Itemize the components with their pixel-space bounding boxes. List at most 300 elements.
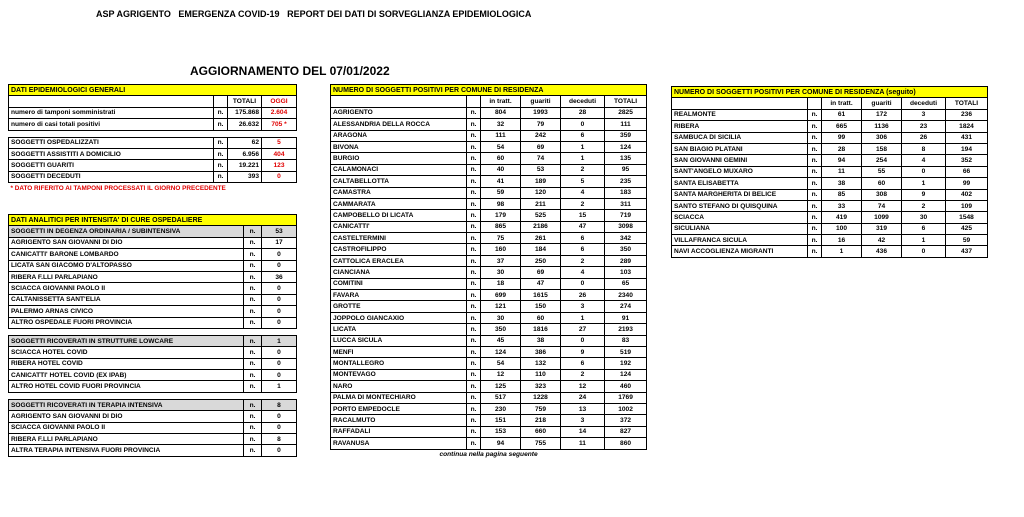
- unit-cell: n.: [467, 358, 481, 369]
- recovered-value: 60: [862, 178, 902, 189]
- recovered-value: 211: [521, 198, 561, 209]
- table-row: [331, 119, 647, 130]
- municipality-name: ARAGONA: [331, 130, 467, 141]
- total-value: 402: [946, 189, 988, 200]
- municipality-name: CASTROFILIPPO: [331, 244, 467, 255]
- total-value: 1824: [946, 121, 988, 132]
- municipality-name: RACALMUTO: [331, 415, 467, 426]
- deceased-value: 15: [561, 210, 605, 221]
- in-treatment-value: 12: [481, 369, 521, 380]
- total-value: 65: [605, 278, 647, 289]
- row-label: RIBERA HOTEL COVID: [9, 358, 244, 369]
- row-value: 0: [262, 411, 297, 422]
- unit-cell: n.: [244, 399, 262, 410]
- table-row: [672, 121, 988, 132]
- row-value: 0: [262, 249, 297, 260]
- unit-cell: n.: [467, 176, 481, 187]
- table-row: [9, 306, 297, 317]
- table-row: [331, 176, 647, 187]
- deceased-value: 6: [902, 223, 946, 234]
- in-treatment-value: 804: [481, 107, 521, 118]
- recovered-value: 184: [521, 244, 561, 255]
- total-value: 393: [228, 171, 262, 182]
- municipality-name: REALMONTE: [672, 109, 808, 120]
- total-value: 359: [605, 130, 647, 141]
- deceased-value: 0: [902, 246, 946, 257]
- deceased-value: 30: [902, 212, 946, 223]
- municipality-name: NAVI ACCOGLIENZA MIGRANTI: [672, 246, 808, 257]
- in-treatment-value: 94: [481, 438, 521, 449]
- column-header: guariti: [521, 96, 561, 107]
- table-row: [9, 347, 297, 358]
- municipality-name: SANT'ANGELO MUXARO: [672, 166, 808, 177]
- recovered-value: 69: [521, 141, 561, 152]
- total-value: 431: [946, 132, 988, 143]
- total-value: 26.632: [228, 119, 262, 130]
- unit-cell: n.: [467, 346, 481, 357]
- unit-cell: n.: [244, 422, 262, 433]
- table-row: [9, 171, 297, 182]
- table-title: DATI EPIDEMIOLOGICI GENERALI: [9, 85, 297, 96]
- table-row: [9, 411, 297, 422]
- unit-cell: n.: [244, 411, 262, 422]
- footnote: * DATO RIFERITO AI TAMPONI PROCESSATI IL GIORNO PRECEDENTE: [10, 184, 226, 192]
- recovered-value: 323: [521, 381, 561, 392]
- row-label: numero di casi totali positivi: [9, 119, 214, 130]
- in-treatment-value: 699: [481, 290, 521, 301]
- header-cell: [808, 98, 822, 109]
- unit-cell: n.: [467, 278, 481, 289]
- total-value: 350: [605, 244, 647, 255]
- unit-cell: n.: [244, 347, 262, 358]
- municipality-name: SAN BIAGIO PLATANI: [672, 143, 808, 154]
- recovered-value: 759: [521, 403, 561, 414]
- in-treatment-value: 60: [481, 153, 521, 164]
- recovered-value: 47: [521, 278, 561, 289]
- deceased-value: 0: [561, 335, 605, 346]
- header-oggi: OGGI: [262, 96, 297, 107]
- table-row: [331, 198, 647, 209]
- municipality-name: COMITINI: [331, 278, 467, 289]
- row-label: AGRIGENTO SAN GIOVANNI DI DIO: [9, 411, 244, 422]
- in-treatment-value: 54: [481, 358, 521, 369]
- in-treatment-value: 865: [481, 221, 521, 232]
- total-value: 135: [605, 153, 647, 164]
- total-value: 19.221: [228, 160, 262, 171]
- recovered-value: 660: [521, 426, 561, 437]
- total-value: 62: [228, 137, 262, 148]
- recovered-value: 218: [521, 415, 561, 426]
- unit-cell: n.: [467, 301, 481, 312]
- in-treatment-value: 30: [481, 312, 521, 323]
- table-row: [331, 403, 647, 414]
- table-header-row: [331, 96, 647, 107]
- unit-cell: n.: [244, 317, 262, 328]
- unit-cell: n.: [467, 403, 481, 414]
- header-cell: [331, 96, 467, 107]
- municipality-name: JOPPOLO GIANCAXIO: [331, 312, 467, 323]
- recovered-value: 306: [862, 132, 902, 143]
- deceased-value: 3: [561, 301, 605, 312]
- table-row: [9, 283, 297, 294]
- unit-cell: n.: [467, 153, 481, 164]
- deceased-value: 2: [561, 198, 605, 209]
- deceased-value: 14: [561, 426, 605, 437]
- unit-cell: n.: [467, 392, 481, 403]
- row-label: ALTRO HOTEL COVID FUORI PROVINCIA: [9, 381, 244, 392]
- section-row: [9, 399, 297, 410]
- in-treatment-value: 18: [481, 278, 521, 289]
- section-row: [9, 335, 297, 346]
- deceased-value: 6: [561, 244, 605, 255]
- deceased-value: 0: [902, 166, 946, 177]
- row-value: 0: [262, 260, 297, 271]
- deceased-value: 24: [561, 392, 605, 403]
- table-row: [331, 107, 647, 118]
- table-row: [9, 358, 297, 369]
- recovered-value: 38: [521, 335, 561, 346]
- table-row: [9, 160, 297, 171]
- total-value: 124: [605, 369, 647, 380]
- recovered-value: 386: [521, 346, 561, 357]
- row-value: 0: [262, 347, 297, 358]
- table-row: [331, 438, 647, 449]
- table-row: [672, 109, 988, 120]
- in-treatment-value: 37: [481, 255, 521, 266]
- deceased-value: 6: [561, 358, 605, 369]
- total-value: 425: [946, 223, 988, 234]
- emergency-label: EMERGENZA COVID-19: [178, 9, 280, 19]
- total-value: 2340: [605, 290, 647, 301]
- recovered-value: 60: [521, 312, 561, 323]
- column-header: TOTALI: [605, 96, 647, 107]
- total-value: 192: [605, 358, 647, 369]
- in-treatment-value: 59: [481, 187, 521, 198]
- recovered-value: 261: [521, 233, 561, 244]
- unit-cell: n.: [467, 255, 481, 266]
- unit-cell: n.: [808, 166, 822, 177]
- unit-cell: n.: [467, 438, 481, 449]
- spacer-row: [9, 328, 297, 335]
- row-label: LICATA SAN GIACOMO D'ALTOPASSO: [9, 260, 244, 271]
- recovered-value: 110: [521, 369, 561, 380]
- recovered-value: 755: [521, 438, 561, 449]
- total-value: 59: [946, 235, 988, 246]
- deceased-value: 2: [561, 255, 605, 266]
- recovered-value: 79: [521, 119, 561, 130]
- municipality-name: SANTO STEFANO DI QUISQUINA: [672, 200, 808, 211]
- table-row: [672, 178, 988, 189]
- recovered-value: 120: [521, 187, 561, 198]
- table-row: [331, 426, 647, 437]
- deceased-value: 0: [561, 119, 605, 130]
- recovered-value: 319: [862, 223, 902, 234]
- section-label: SOGGETTI RICOVERATI IN TERAPIA INTENSIVA: [9, 399, 244, 410]
- table-title-row: [9, 215, 297, 226]
- in-treatment-value: 1: [822, 246, 862, 257]
- in-treatment-value: 54: [481, 141, 521, 152]
- recovered-value: 242: [521, 130, 561, 141]
- today-value: 123: [262, 160, 297, 171]
- deceased-value: 26: [902, 132, 946, 143]
- municipality-name: SCIACCA: [672, 212, 808, 223]
- municipality-name: LUCCA SICULA: [331, 335, 467, 346]
- recovered-value: 1993: [521, 107, 561, 118]
- deceased-value: 1: [561, 141, 605, 152]
- in-treatment-value: 100: [822, 223, 862, 234]
- total-value: 95: [605, 164, 647, 175]
- municipality-name: RAFFADALI: [331, 426, 467, 437]
- table-row: [672, 132, 988, 143]
- row-value: 0: [262, 358, 297, 369]
- unit-cell: n.: [244, 370, 262, 381]
- unit-cell: n.: [808, 212, 822, 223]
- total-value: 437: [946, 246, 988, 257]
- recovered-value: 254: [862, 155, 902, 166]
- table-row: [9, 237, 297, 248]
- unit-cell: n.: [808, 189, 822, 200]
- municipality-name: SICULIANA: [672, 223, 808, 234]
- in-treatment-value: 40: [481, 164, 521, 175]
- deceased-value: 1: [561, 153, 605, 164]
- unit-cell: n.: [244, 335, 262, 346]
- municipality-name: SANTA ELISABETTA: [672, 178, 808, 189]
- table-row: [331, 392, 647, 403]
- recovered-value: 132: [521, 358, 561, 369]
- in-treatment-value: 230: [481, 403, 521, 414]
- table-row: [331, 415, 647, 426]
- hospital-care-table: [8, 214, 297, 457]
- unit-cell: n.: [214, 171, 228, 182]
- section-label: SOGGETTI IN DEGENZA ORDINARIA / SUBINTENSIVA: [9, 226, 244, 237]
- recovered-value: 74: [862, 200, 902, 211]
- unit-cell: n.: [244, 306, 262, 317]
- municipality-name: BIVONA: [331, 141, 467, 152]
- in-treatment-value: 111: [481, 130, 521, 141]
- table-row: [9, 260, 297, 271]
- table-row: [9, 434, 297, 445]
- deceased-value: 3: [561, 415, 605, 426]
- org-name: ASP AGRIGENTO: [96, 9, 171, 19]
- municipality-name: MONTALLEGRO: [331, 358, 467, 369]
- row-label: AGRIGENTO SAN GIOVANNI DI DIO: [9, 237, 244, 248]
- deceased-value: 1: [561, 312, 605, 323]
- total-value: 103: [605, 267, 647, 278]
- total-value: 183: [605, 187, 647, 198]
- unit-cell: n.: [244, 445, 262, 456]
- deceased-value: 26: [561, 290, 605, 301]
- municipality-name: RAVANUSA: [331, 438, 467, 449]
- row-value: 0: [262, 294, 297, 305]
- in-treatment-value: 85: [822, 189, 862, 200]
- deceased-value: 9: [902, 189, 946, 200]
- unit-cell: n.: [467, 130, 481, 141]
- table-header-row: [9, 96, 297, 107]
- table-title-row: [9, 85, 297, 96]
- table-row: [331, 324, 647, 335]
- table-row: [9, 271, 297, 282]
- deceased-value: 23: [902, 121, 946, 132]
- table-row: [9, 370, 297, 381]
- column-header: guariti: [862, 98, 902, 109]
- municipality-name: AGRIGENTO: [331, 107, 467, 118]
- row-label: PALERMO ARNAS CIVICO: [9, 306, 244, 317]
- recovered-value: 1136: [862, 121, 902, 132]
- recovered-value: 69: [521, 267, 561, 278]
- table-row: [331, 141, 647, 152]
- row-label: ALTRO OSPEDALE FUORI PROVINCIA: [9, 317, 244, 328]
- table-row: [331, 210, 647, 221]
- spacer-row: [9, 392, 297, 399]
- table-row: [672, 189, 988, 200]
- unit-cell: n.: [467, 164, 481, 175]
- unit-cell: n.: [467, 141, 481, 152]
- update-title: AGGIORNAMENTO DEL 07/01/2022: [190, 64, 390, 78]
- recovered-value: 308: [862, 189, 902, 200]
- section-value: 1: [262, 335, 297, 346]
- unit-cell: n.: [214, 160, 228, 171]
- recovered-value: 55: [862, 166, 902, 177]
- row-label: RIBERA F.LLI PARLAPIANO: [9, 434, 244, 445]
- deceased-value: 2: [561, 369, 605, 380]
- unit-cell: n.: [467, 324, 481, 335]
- table-row: [331, 267, 647, 278]
- in-treatment-value: 419: [822, 212, 862, 223]
- table-row: [672, 143, 988, 154]
- in-treatment-value: 121: [481, 301, 521, 312]
- row-label: CANICATTI' BARONE LOMBARDO: [9, 249, 244, 260]
- municipality-name: CAMMARATA: [331, 198, 467, 209]
- in-treatment-value: 32: [481, 119, 521, 130]
- municipality-name: FAVARA: [331, 290, 467, 301]
- municipality-name: MONTEVAGO: [331, 369, 467, 380]
- total-value: 2825: [605, 107, 647, 118]
- table-row: [672, 166, 988, 177]
- unit-cell: n.: [244, 226, 262, 237]
- table-title-row: [672, 87, 988, 98]
- today-value: 705 *: [262, 119, 297, 130]
- spacer-row: [9, 130, 297, 137]
- deceased-value: 28: [561, 107, 605, 118]
- total-value: 2193: [605, 324, 647, 335]
- unit-cell: n.: [244, 434, 262, 445]
- unit-cell: n.: [467, 335, 481, 346]
- row-value: 0: [262, 370, 297, 381]
- note-row: [9, 183, 297, 194]
- in-treatment-value: 151: [481, 415, 521, 426]
- deceased-value: 11: [561, 438, 605, 449]
- header-cell: [214, 96, 228, 107]
- table-row: [9, 148, 297, 159]
- total-value: 91: [605, 312, 647, 323]
- table-row: [331, 346, 647, 357]
- recovered-value: 525: [521, 210, 561, 221]
- total-value: 827: [605, 426, 647, 437]
- deceased-value: 47: [561, 221, 605, 232]
- unit-cell: n.: [467, 267, 481, 278]
- row-label: SCIACCA HOTEL COVID: [9, 347, 244, 358]
- municipality-name: VILLAFRANCA SICULA: [672, 235, 808, 246]
- total-value: 66: [946, 166, 988, 177]
- deceased-value: 4: [561, 187, 605, 198]
- in-treatment-value: 99: [822, 132, 862, 143]
- unit-cell: n.: [467, 415, 481, 426]
- row-label: SCIACCA GIOVANNI PAOLO II: [9, 283, 244, 294]
- deceased-value: 3: [902, 109, 946, 120]
- table-row: [331, 290, 647, 301]
- general-data-table: [8, 84, 297, 194]
- section-label: SOGGETTI RICOVERATI IN STRUTTURE LOWCARE: [9, 335, 244, 346]
- deceased-value: 12: [561, 381, 605, 392]
- total-value: 99: [946, 178, 988, 189]
- in-treatment-value: 16: [822, 235, 862, 246]
- unit-cell: n.: [467, 221, 481, 232]
- in-treatment-value: 45: [481, 335, 521, 346]
- unit-cell: n.: [467, 187, 481, 198]
- total-value: 460: [605, 381, 647, 392]
- table-row: [9, 107, 297, 118]
- continue-note: continua nella pagina seguente: [439, 451, 538, 459]
- municipality-name: CAMPOBELLO DI LICATA: [331, 210, 467, 221]
- table-row: [9, 119, 297, 130]
- recovered-value: 42: [862, 235, 902, 246]
- municipality-name: ALESSANDRIA DELLA ROCCA: [331, 119, 467, 130]
- table-row: [331, 244, 647, 255]
- unit-cell: n.: [467, 312, 481, 323]
- table-row: [331, 233, 647, 244]
- report-header: [96, 9, 531, 19]
- in-treatment-value: 11: [822, 166, 862, 177]
- unit-cell: n.: [808, 155, 822, 166]
- municipality-name: GROTTE: [331, 301, 467, 312]
- deceased-value: 2: [902, 200, 946, 211]
- municipality-name: CALAMONACI: [331, 164, 467, 175]
- header-cell: [672, 98, 808, 109]
- recovered-value: 1228: [521, 392, 561, 403]
- total-value: 109: [946, 200, 988, 211]
- table-row: [331, 312, 647, 323]
- recovered-value: 436: [862, 246, 902, 257]
- table-row: [331, 130, 647, 141]
- deceased-value: 9: [561, 346, 605, 357]
- table-row: [331, 164, 647, 175]
- municipality-name: SAMBUCA DI SICILIA: [672, 132, 808, 143]
- unit-cell: n.: [214, 148, 228, 159]
- unit-cell: n.: [467, 369, 481, 380]
- in-treatment-value: 28: [822, 143, 862, 154]
- municipality-name: CIANCIANA: [331, 267, 467, 278]
- total-value: 111: [605, 119, 647, 130]
- column-header: deceduti: [902, 98, 946, 109]
- row-label: SOGGETTI OSPEDALIZZATI: [9, 137, 214, 148]
- section-value: 53: [262, 226, 297, 237]
- table-title: NUMERO DI SOGGETTI POSITIVI PER COMUNE DI RESIDENZA: [331, 85, 647, 96]
- table-row: [9, 317, 297, 328]
- row-value: 0: [262, 306, 297, 317]
- deceased-value: 2: [561, 164, 605, 175]
- today-value: 2.604: [262, 107, 297, 118]
- table-row: [9, 249, 297, 260]
- unit-cell: n.: [467, 233, 481, 244]
- row-value: 8: [262, 434, 297, 445]
- unit-cell: n.: [467, 119, 481, 130]
- spacer-cell: [9, 392, 297, 399]
- total-value: 1548: [946, 212, 988, 223]
- row-label: CANICATTI' HOTEL COVID (EX IPAB): [9, 370, 244, 381]
- recovered-value: 53: [521, 164, 561, 175]
- total-value: 274: [605, 301, 647, 312]
- table-row: [9, 137, 297, 148]
